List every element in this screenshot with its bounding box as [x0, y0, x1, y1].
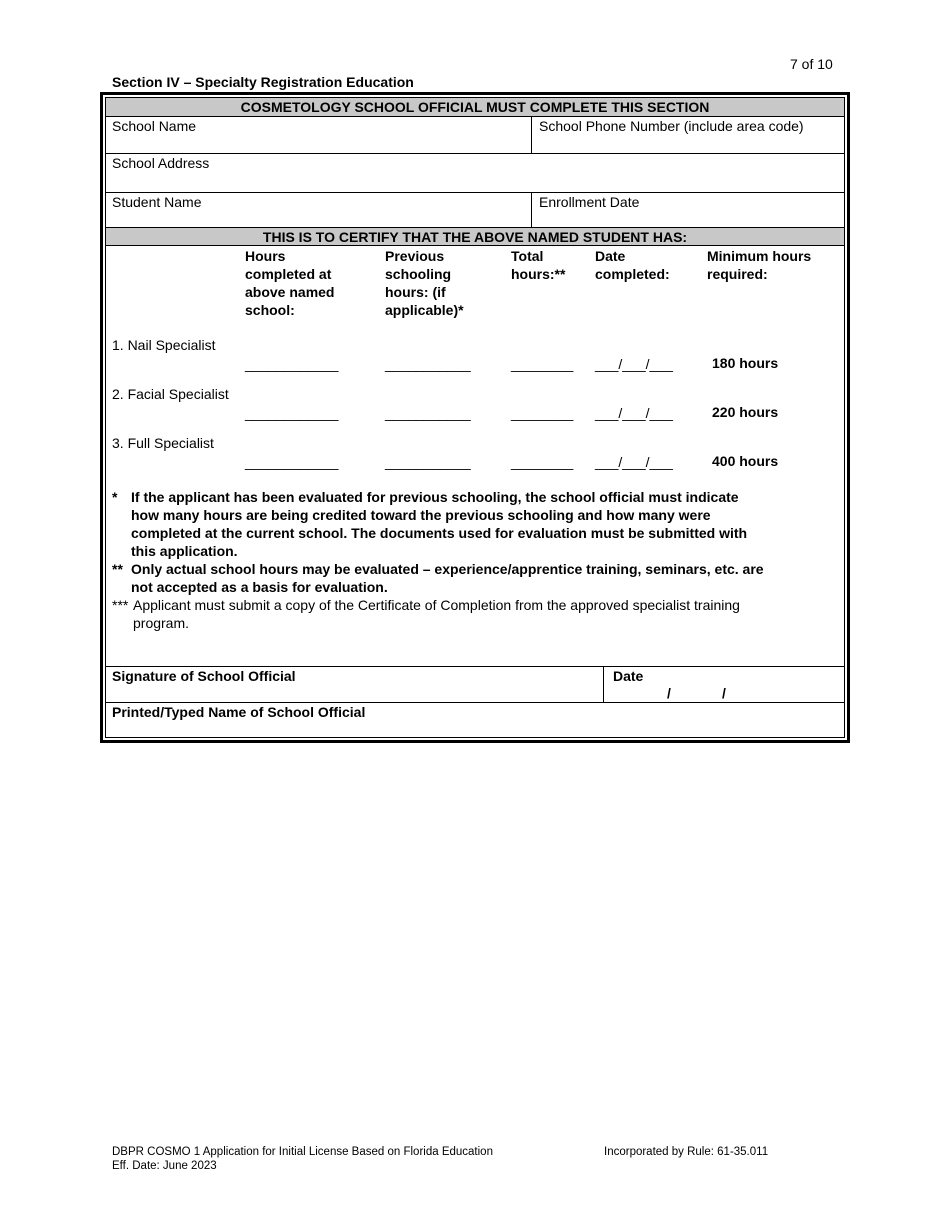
divider: [106, 153, 844, 154]
school-phone-label: School Phone Number (include area code): [539, 118, 804, 134]
footer-eff-date: Eff. Date: June 2023: [112, 1160, 217, 1172]
divider: [603, 666, 604, 702]
signature-date-label: Date: [613, 668, 644, 684]
divider: [531, 192, 532, 227]
note-marker: ***: [112, 597, 129, 613]
note-previous-schooling: * If the applicant has been evaluated for previous schooling, the school official must indicate how many hours are being credited toward the previous schooling and how many were completed at the current school. The documents used for evaluation must be submitted with this application.: [112, 489, 748, 559]
note-certificate: *** Applicant must submit a copy of the Certificate of Completion from the approved specialist training program.: [112, 597, 740, 631]
facial-previous-hours-field[interactable]: ___________: [385, 405, 471, 421]
page-number: 7 of 10: [790, 56, 833, 72]
school-phone-field[interactable]: [539, 136, 839, 152]
divider: [531, 117, 532, 153]
school-address-label: School Address: [112, 155, 210, 171]
enrollment-date-label: Enrollment Date: [539, 194, 640, 210]
nail-total-hours-field[interactable]: ________: [511, 356, 574, 372]
printed-name-field[interactable]: [112, 721, 838, 735]
date-slash: /: [667, 685, 671, 701]
note-marker: **: [112, 561, 123, 577]
school-name-label: School Name: [112, 118, 197, 134]
note-actual-hours: ** Only actual school hours may be evaluated – experience/apprentice training, seminars, etc. are not accepted as a basis for evaluation.: [112, 561, 764, 595]
divider: [106, 702, 844, 703]
full-hours-completed-field[interactable]: ____________: [245, 454, 339, 470]
facial-hours-completed-field[interactable]: ____________: [245, 405, 339, 421]
footer-form-info: [112, 1145, 493, 1173]
col-total-hours-header: Total hours:**: [511, 248, 566, 282]
signature-label: Signature of School Official: [112, 668, 296, 684]
full-min-hours: 400 hours: [712, 453, 779, 469]
school-name-field[interactable]: [112, 136, 526, 152]
school-address-field[interactable]: [112, 173, 838, 191]
divider: [106, 666, 844, 667]
col-hours-completed-header: Hours completed at above named school:: [245, 248, 335, 318]
student-name-field[interactable]: [112, 211, 526, 226]
nail-hours-completed-field[interactable]: ____________: [245, 356, 339, 372]
facial-total-hours-field[interactable]: ________: [511, 405, 574, 421]
row-label-facial-specialist: 2. Facial Specialist: [112, 386, 229, 402]
nail-min-hours: 180 hours: [712, 355, 779, 371]
full-date-completed-field[interactable]: ___/___/___: [595, 454, 673, 470]
col-previous-hours-header: Previous schooling hours: (if applicable)*: [385, 248, 464, 318]
enrollment-date-field[interactable]: [539, 211, 839, 226]
full-total-hours-field[interactable]: ________: [511, 454, 574, 470]
footer-rule: Incorporated by Rule: 61-35.011: [604, 1146, 769, 1158]
certify-banner: THIS IS TO CERTIFY THAT THE ABOVE NAMED STUDENT HAS:: [106, 228, 844, 246]
row-label-full-specialist: 3. Full Specialist: [112, 435, 214, 451]
row-label-nail-specialist: 1. Nail Specialist: [112, 337, 216, 353]
footer-form-name: DBPR COSMO 1 Application for Initial License Based on Florida Education: [112, 1146, 493, 1158]
student-name-label: Student Name: [112, 194, 202, 210]
full-previous-hours-field[interactable]: ___________: [385, 454, 471, 470]
facial-date-completed-field[interactable]: ___/___/___: [595, 405, 673, 421]
note-marker: *: [112, 489, 118, 505]
col-minimum-hours-header: Minimum hours required:: [707, 248, 812, 282]
school-official-banner: COSMETOLOGY SCHOOL OFFICIAL MUST COMPLETE THIS SECTION: [106, 98, 844, 117]
date-slash: /: [722, 685, 726, 701]
col-date-completed-header: Date completed:: [595, 248, 670, 282]
nail-date-completed-field[interactable]: ___/___/___: [595, 356, 673, 372]
divider: [106, 192, 844, 193]
nail-previous-hours-field[interactable]: ___________: [385, 356, 471, 372]
printed-name-label: Printed/Typed Name of School Official: [112, 704, 366, 720]
signature-date-field[interactable]: [610, 686, 838, 701]
facial-min-hours: 220 hours: [712, 404, 779, 420]
signature-field[interactable]: [112, 686, 598, 701]
section-title: Section IV – Specialty Registration Education: [112, 74, 414, 90]
